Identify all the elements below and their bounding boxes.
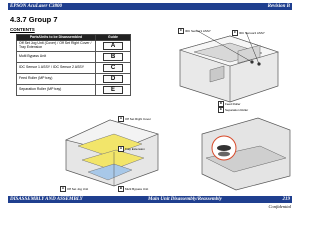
callout-feed-roller	[218, 101, 241, 107]
callout-tag: E	[219, 107, 222, 111]
footer-chapter: DISASSEMBLY AND ASSEMBLY	[10, 197, 83, 202]
callout-text: IDC Sensor1 ASSY	[185, 28, 211, 33]
callout-tag: C	[179, 28, 183, 32]
guide-link-d[interactable]: D	[103, 75, 123, 83]
table-row	[17, 63, 131, 74]
callout-offset-right-cover	[118, 116, 151, 122]
page-number: 219	[282, 197, 290, 202]
column-header-guide: Guide	[96, 35, 131, 41]
callout-text: Feed Roller	[225, 101, 241, 106]
table-row	[17, 85, 131, 96]
callout-tag: A	[119, 116, 123, 120]
callout-idc-sensor-1	[178, 28, 211, 34]
callout-text: IDC Sensor2 ASSY	[239, 30, 265, 35]
callout-tray-extension	[118, 146, 145, 152]
printer-illustration	[160, 22, 285, 107]
header-product: EPSON AcuLaser C3800	[10, 4, 63, 9]
callout-offset-jog-unit	[60, 186, 88, 192]
guide-link-c[interactable]: C	[103, 64, 123, 72]
page-footer	[8, 196, 292, 203]
callout-tag: D	[219, 101, 223, 105]
table-cell-part: Multi Bypass Unit	[17, 52, 96, 63]
table-cell-part: Feed Roller (MP tray)	[17, 74, 96, 85]
callout-multi-bypass-unit	[118, 186, 148, 192]
callout-tag: A	[119, 146, 123, 150]
column-header-parts: Parts/Units to be Disassembled	[17, 35, 96, 41]
table-cell-part: Separation Roller (MP tray)	[17, 85, 96, 96]
table-header-row	[17, 35, 131, 41]
callout-text: Multi Bypass Unit	[125, 186, 149, 191]
section-title: 4.3.7 Group 7	[10, 15, 58, 24]
table-cell-part: IDC Sensor 1 ASSY / IDC Sensor 2 ASSY	[17, 63, 96, 74]
table-cell-part: Off Set Jog Unit (Cover) / Off Set Right Cover / Tray Extension	[17, 41, 96, 52]
callout-tag: A	[61, 186, 65, 190]
header-revision: Revision B	[267, 4, 290, 9]
feed-roller-illustration	[198, 114, 292, 192]
table-row	[17, 52, 131, 63]
offset-tray-illustration	[58, 110, 168, 190]
contents-heading: CONTENTS	[10, 27, 35, 32]
callout-tag: B	[119, 186, 123, 190]
callout-text: Separation Roller	[225, 107, 249, 112]
callout-text: Off Set Right Cover	[125, 116, 151, 121]
callout-idc-sensor-2	[232, 30, 265, 36]
callout-text: Off Set Jog Unit	[67, 186, 89, 191]
guide-link-b[interactable]: B	[103, 53, 123, 61]
confidential-mark: Confidential	[268, 204, 291, 209]
guide-link-e[interactable]: E	[103, 86, 123, 94]
guide-link-a[interactable]: A	[103, 42, 123, 50]
page-header	[8, 3, 292, 10]
table-row	[17, 41, 131, 52]
callout-text: Tray Extension	[125, 146, 145, 151]
footer-section: Main Unit Disassembly/Reassembly	[148, 197, 222, 202]
callout-separation-roller	[218, 107, 248, 113]
table-row	[17, 74, 131, 85]
contents-table	[16, 34, 131, 96]
callout-tag: C	[233, 30, 237, 34]
